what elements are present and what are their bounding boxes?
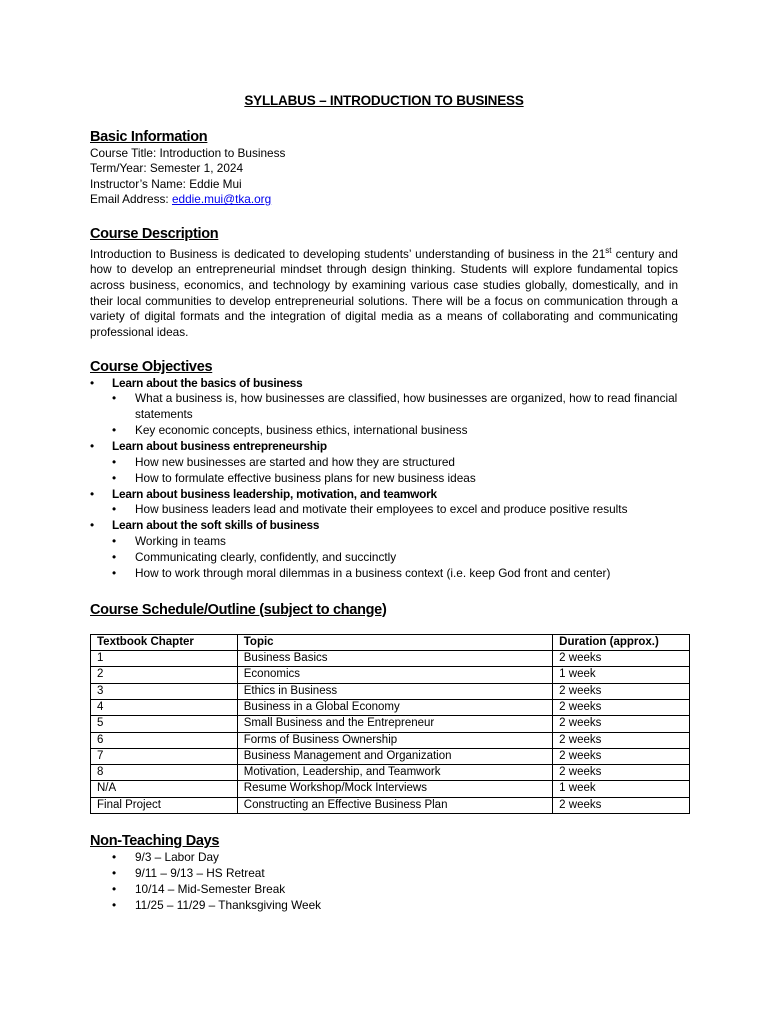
objective-sublist: [112, 502, 678, 518]
table-row: [91, 732, 690, 748]
course-title-line: Course Title: Introduction to Business: [90, 146, 286, 160]
description-section: [90, 226, 678, 341]
table-row: [91, 781, 690, 797]
objective-subitem-text: How to work through moral dilemmas in a business context (i.e. keep God front and center): [135, 565, 611, 580]
objective-subitem-text: Working in teams: [135, 534, 226, 549]
objective-subitem-text: Key economic concepts, business ethics, international business: [135, 423, 468, 438]
chapter-cell: 2: [91, 667, 238, 683]
objectives-heading: Course Objectives: [90, 358, 213, 375]
table-header-row: [91, 634, 690, 650]
page-title: SYLLABUS – INTRODUCTION TO BUSINESS: [244, 93, 524, 108]
column-header-chapter: Textbook Chapter: [91, 634, 238, 650]
chapter-cell: 1: [91, 651, 238, 667]
non-teaching-item: [112, 850, 678, 866]
term-line: Term/Year: Semester 1, 2024: [90, 161, 244, 176]
topic-cell: Motivation, Leadership, and Teamwork: [237, 765, 552, 781]
description-text-part1: Introduction to Business is dedicated to developing students’ understanding of business in the 21: [90, 246, 606, 261]
non-teaching-item-text: 9/3 – Labor Day: [135, 850, 219, 864]
objective-sublist: [112, 534, 678, 582]
chapter-cell: 3: [91, 683, 238, 699]
topic-cell: Forms of Business Ownership: [237, 732, 552, 748]
email-label: Email Address:: [90, 192, 172, 207]
bullet-icon: •: [90, 439, 95, 454]
objective-label: Learn about business leadership, motivation, and teamwork: [112, 486, 437, 501]
topic-cell: Small Business and the Entrepreneur: [237, 716, 552, 732]
instructor-line: Instructor’s Name: Eddie Mui: [90, 176, 242, 191]
non-teaching-list: [90, 850, 678, 914]
document-content: [90, 93, 678, 932]
topic-cell: Business Basics: [237, 651, 552, 667]
duration-cell: 2 weeks: [553, 732, 690, 748]
objective-subitem: [112, 502, 678, 518]
topic-cell: Business in a Global Economy: [237, 699, 552, 715]
objective-label: Learn about the soft skills of business: [112, 518, 320, 533]
bullet-icon: •: [112, 897, 117, 912]
objectives-section: [90, 359, 678, 582]
non-teaching-item-text: 10/14 – Mid-Semester Break: [135, 881, 286, 896]
topic-cell: Ethics in Business: [237, 683, 552, 699]
bullet-icon: •: [112, 565, 117, 580]
objective-subitem: [112, 566, 678, 582]
topic-cell: Economics: [237, 667, 552, 683]
bullet-icon: •: [112, 391, 117, 406]
objective-subitem-text: What a business is, how businesses are classified, how businesses are organized, how to read financial statements: [135, 391, 678, 422]
table-row: [91, 765, 690, 781]
bullet-icon: •: [112, 881, 117, 896]
duration-cell: 2 weeks: [553, 683, 690, 699]
bullet-icon: •: [90, 518, 95, 533]
bullet-icon: •: [112, 454, 117, 469]
objective-subitem: [112, 391, 678, 423]
bullet-icon: •: [112, 850, 117, 864]
objective-sublist: [112, 391, 678, 439]
objective-item: [90, 439, 678, 487]
duration-cell: 2 weeks: [553, 651, 690, 667]
bullet-icon: •: [112, 534, 117, 549]
description-text-part2: century and how to develop an entrepreneurial mindset through design thinking. Students will explore fundamental topics across business, economics, and technology by examining various case studies globally, domestically, and in their local communities to develop entrepreneurial solutions. There will be a focus on communication through a variety of digital formats and the integration of digital media as a means of collaborating and communicating professional ideas.: [90, 246, 678, 340]
description-text: [90, 243, 678, 341]
topic-cell: Business Management and Organization: [237, 748, 552, 764]
non-teaching-item: [112, 882, 678, 898]
table-row: [91, 651, 690, 667]
duration-cell: 1 week: [553, 781, 690, 797]
schedule-section: [90, 602, 678, 814]
table-row: [91, 699, 690, 715]
table-row: [91, 667, 690, 683]
chapter-cell: 4: [91, 699, 238, 715]
non-teaching-heading: Non-Teaching Days: [90, 833, 220, 849]
duration-cell: 2 weeks: [553, 716, 690, 732]
schedule-table: [90, 634, 690, 814]
bullet-icon: •: [112, 423, 117, 438]
topic-cell: Resume Workshop/Mock Interviews: [237, 781, 552, 797]
basic-info-section: [90, 129, 678, 208]
objective-item: [90, 487, 678, 519]
objective-subitem: [112, 455, 678, 471]
topic-cell: Constructing an Effective Business Plan: [237, 797, 552, 813]
objective-label: Learn about the basics of business: [112, 375, 303, 390]
duration-cell: 2 weeks: [553, 797, 690, 813]
bullet-icon: •: [112, 470, 117, 485]
objectives-list: [90, 376, 678, 582]
chapter-cell: 6: [91, 732, 238, 748]
objective-subitem-text: How new businesses are started and how they are structured: [135, 454, 455, 469]
chapter-cell: 5: [91, 716, 238, 732]
schedule-heading: Course Schedule/Outline (subject to change): [90, 601, 387, 618]
duration-cell: 2 weeks: [553, 765, 690, 781]
duration-cell: 1 week: [553, 667, 690, 683]
objective-subitem: [112, 471, 678, 487]
non-teaching-item-text: 9/11 – 9/13 – HS Retreat: [135, 865, 265, 880]
bullet-icon: •: [112, 865, 117, 880]
objective-subitem: [112, 534, 678, 550]
chapter-cell: N/A: [91, 781, 238, 797]
objective-subitem-text: Communicating clearly, confidently, and succinctly: [135, 549, 397, 564]
bullet-icon: •: [90, 486, 95, 501]
non-teaching-item-text: 11/25 – 11/29 – Thanksgiving Week: [135, 897, 322, 912]
email-link[interactable]: eddie.mui@tka.org: [171, 192, 272, 207]
objective-subitem-text: How business leaders lead and motivate their employees to excel and produce positive results: [135, 502, 628, 517]
chapter-cell: 8: [91, 765, 238, 781]
column-header-topic: Topic: [237, 634, 552, 650]
objective-item: [90, 376, 678, 439]
basic-info-heading: Basic Information: [90, 129, 208, 145]
table-row: [91, 683, 690, 699]
duration-cell: 2 weeks: [553, 748, 690, 764]
bullet-icon: •: [112, 549, 117, 564]
duration-cell: 2 weeks: [553, 699, 690, 715]
column-header-duration: Duration (approx.): [553, 634, 690, 650]
non-teaching-item: [112, 898, 678, 914]
description-heading: Course Description: [90, 225, 219, 242]
chapter-cell: 7: [91, 748, 238, 764]
objective-sublist: [112, 455, 678, 487]
table-row: [91, 748, 690, 764]
non-teaching-section: [90, 833, 678, 914]
objective-subitem: [112, 550, 678, 566]
chapter-cell: Final Project: [91, 797, 238, 813]
non-teaching-item: [112, 866, 678, 882]
bullet-icon: •: [90, 375, 95, 390]
objective-item: [90, 518, 678, 581]
description-superscript: st: [605, 245, 612, 255]
bullet-icon: •: [112, 502, 117, 517]
email-line: [90, 192, 678, 207]
table-row: [91, 797, 690, 813]
table-row: [91, 716, 690, 732]
objective-subitem-text: How to formulate effective business plans for new business ideas: [135, 470, 476, 485]
objective-label: Learn about business entrepreneurship: [112, 439, 327, 454]
objective-subitem: [112, 423, 678, 439]
